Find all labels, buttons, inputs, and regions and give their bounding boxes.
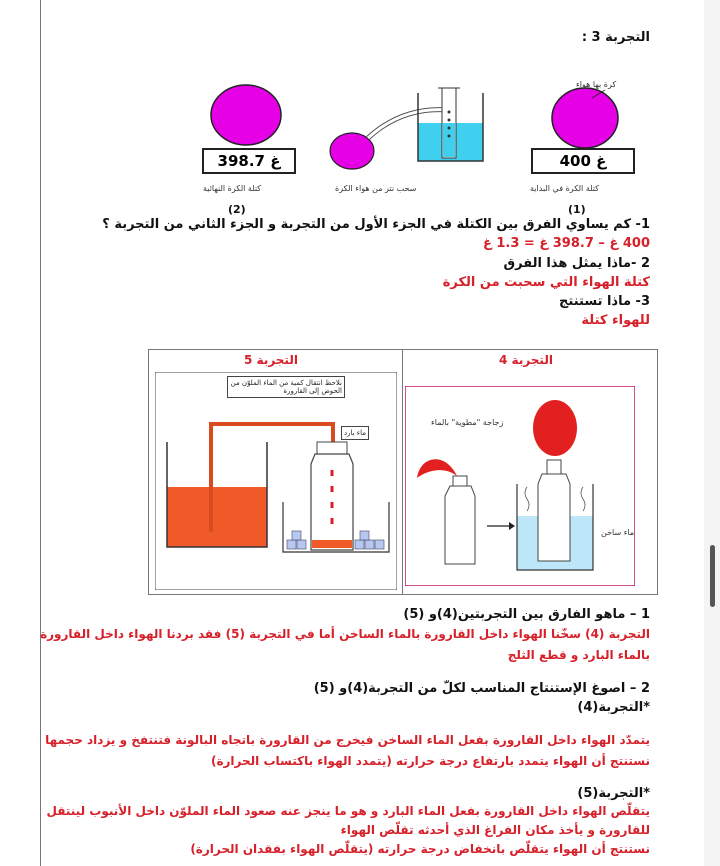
answer-5-line2: نستنتج أن الهواء يتمدد بارتفاع درجة حرارته (يتمدد الهواء باكتساب الحرارة) [210,754,650,768]
question-1: 1- كم يساوي الفرق بين الكتلة في الجزء الأول من التجربة و الجزء الثاني من التجربة ؟ [102,217,650,232]
experiment4-balloon-label: زجاجة "مطوية" بالماء [431,418,504,427]
experiment5-note: نلاحظ انتقال كمية من الماء الملوّن من الحوض إلى القارورة [227,376,345,398]
experiment4-heading: *التجربة(4) [577,700,650,715]
initial-balloon [552,88,618,148]
part2-number: (2) [228,203,246,216]
answer-4-line1: التجربة (4) سخّنا الهواء داخل القارورة بالماء الساخن أما في التجربة (5) فقد بردنا الهواء داخل القارورة [40,627,650,641]
experiment5-title: التجربة 5 [244,353,298,367]
hot-water-label: ماء ساخن [601,528,635,537]
balloon-with-air-label: كرة بها هواء [576,80,617,89]
cold-water-label: ماء بارد [341,426,369,440]
question-5: 2 – اصوغ الإستنتاج المناسب لكلّ من التجربة(4)و (5) [313,681,650,696]
answer-1: 400 غ – 398.7 غ = 1.3 غ [482,236,650,251]
scrollbar-thumb[interactable] [710,545,715,607]
answer-6-line3: نستنتج أن الهواء يتقلّص بانخفاض درجة حرارته (يتقلّص الهواء بفقدان الحرارة) [190,842,650,856]
final-mass-display: 398.7 غ [202,148,296,174]
answer-4-line2: بالماء البارد و قطع الثلج [507,648,650,662]
initial-mass-display: 400 غ [531,148,635,174]
question-2: 2 -ماذا يمثل هذا الفرق [503,256,650,271]
caption-middle: سحب نتر من هواء الكرة [335,184,417,193]
question-3: 3- ماذا تستنتج [559,294,650,309]
caption-final: كتلة الكرة النهائية [203,184,262,193]
page-left-edge [40,0,41,866]
caption-initial: كتلة الكرة في البداية [530,184,599,193]
answer-3: للهواء كتلة [581,313,650,328]
answer-6-line2: للقارورة و يأخذ مكان الفراغ الذي أحدثه تقلّص الهواء [340,823,650,837]
scrollbar-track[interactable] [704,0,720,866]
experiments-4-5-figure [148,349,658,595]
answer-6-line1: يتقلّص الهواء داخل القارورة بفعل الماء البارد و هو ما ينجز عنه صعود الماء الملوّن داخل الأنبوب لينتقل [46,804,650,818]
part1-number: (1) [568,203,586,216]
experiment5-heading: *التجربة(5) [577,786,650,801]
question-4: 1 – ماهو الفارق بين التجربتين(4)و (5) [403,607,650,622]
answer-2: كتلة الهواء التي سحبت من الكرة [442,275,650,290]
experiment5-diagram [155,372,397,590]
answer-5-line1: يتمدّد الهواء داخل القارورة بفعل الماء الساخن فيخرج من القارورة باتجاه البالونة فتنتفخ و يزداد حجمها [45,733,650,747]
experiment4-title: التجربة 4 [499,353,553,367]
experiment4-diagram [405,386,635,586]
final-balloon [211,85,281,145]
experiment3-title: التجربة 3 : [581,30,650,45]
middle-balloon [330,133,374,169]
